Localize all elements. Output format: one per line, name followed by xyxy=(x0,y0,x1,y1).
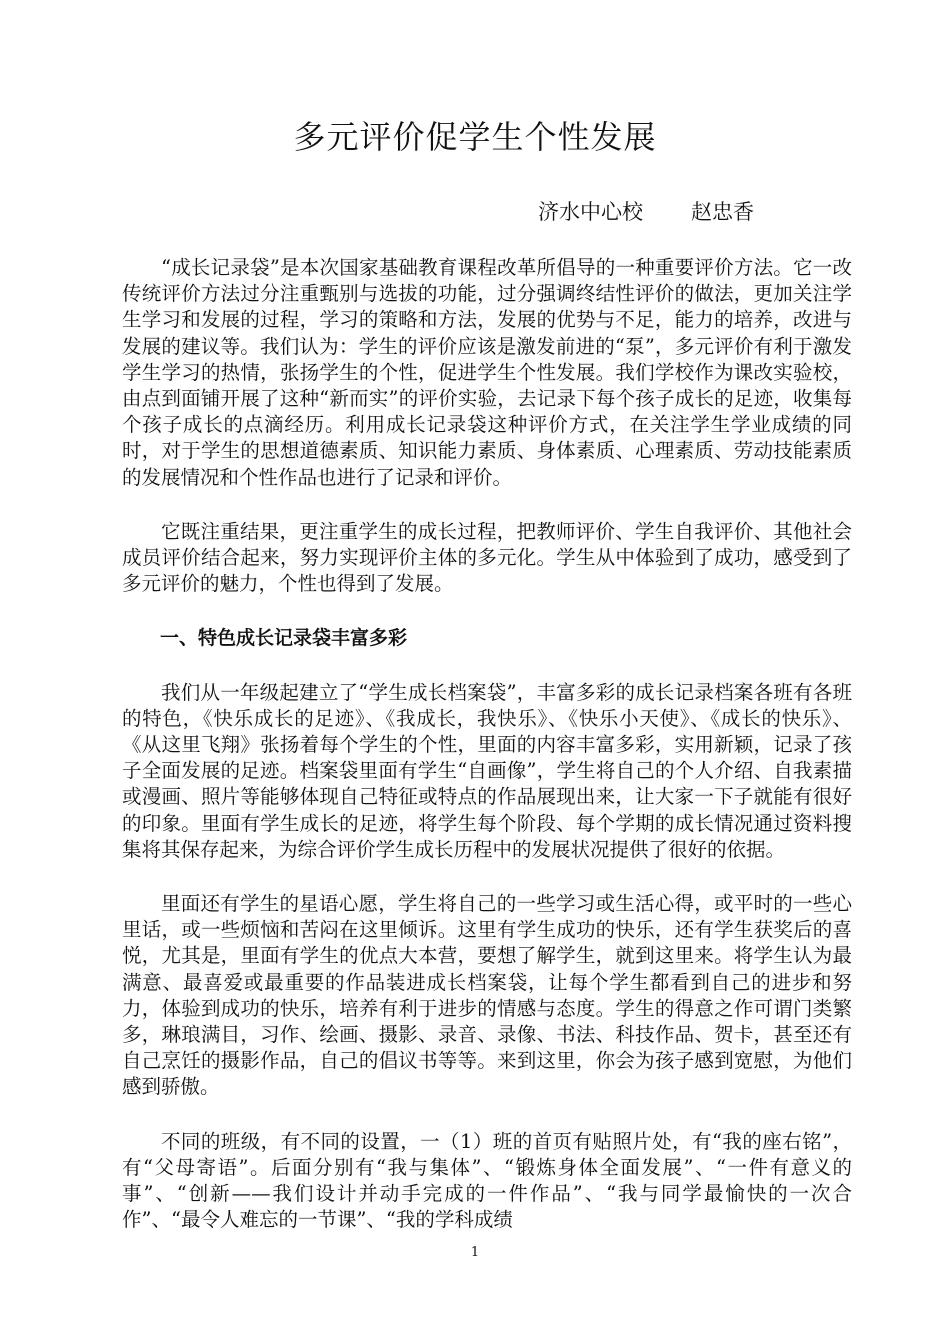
byline xyxy=(538,196,754,226)
paragraph-archive: 我们从一年级起建立了“学生成长档案袋”，丰富多彩的成长记录档案各班有各班的特色，《快乐成长的足迹》、《我成长，我快乐》、《快乐小天使》、《成长的快乐》、《从这里飞翔》张扬着每个学生的个性，里面的内容丰富多彩，实用新颖，记录了孩子全面发展的足迹。档案袋里面有学生“自画像”，学生将自己的个人介绍、自我素描或漫画、照片等能够体现自己特征或特点的作品展现出来，让大家一下子就能有很好的印象。里面有学生成长的足迹，将学生每个阶段、每个学期的成长情况通过资料搜集将其保存起来，为综合评价学生成长历程中的发展状况提供了很好的依据。 xyxy=(122,680,852,861)
document-body xyxy=(122,255,852,1262)
paragraph-classes: 不同的班级，有不同的设置，一（1）班的首页有贴照片处，有“我的座右铭”，有“父母寄语”。后面分别有“我与集体”、“锻炼身体全面发展”、“一件有意义的事”、“创新——我们设计并动手完成的一件作品”、“我与同学最愉快的一次合作”、“最令人难忘的一节课”、“我的学科成绩 xyxy=(122,1129,852,1232)
section-heading: 一、特色成长记录袋丰富多彩 xyxy=(160,627,408,650)
paragraph-intro: “成长记录袋”是本次国家基础教育课程改革所倡导的一种重要评价方法。它一改传统评价方法过分注重甄别与选拔的功能，过分强调终结性评价的做法，更加关注学生学习和发展的过程，学习的策略和方法，发展的优势与不足，能力的培养，改进与发展的建议等。我们认为：学生的评价应该是激发前进的“泵”，多元评价有利于激发学生学习的热情，张扬学生的个性，促进学生个性发展。我们学校作为课改实验校，由点到面铺开展了这种“新而实”的评价实验，去记录下每个孩子成长的足迹，收集每个孩子成长的点滴经历。利用成长记录袋这种评价方式，在关注学生学业成绩的同时，对于学生的思想道德素质、知识能力素质、身体素质、心理素质、劳动技能素质的发展情况和个性作品也进行了记录和评价。 xyxy=(122,256,852,489)
school-name: 济水中心校 xyxy=(538,200,643,224)
paragraph-wishes: 里面还有学生的星语心愿，学生将自己的一些学习或生活心得，或平时的一些心里话，或一些烦恼和苦闷在这里倾诉。这里有学生成功的快乐，还有学生获奖后的喜悦，尤其是，里面有学生的优点大本营，要想了解学生，就到这里来。将学生认为最满意、最喜爱或最重要的作品装进成长档案袋，让每个学生都看到自己的进步和努力，体验到成功的快乐，培养有利于进步的情感与态度。学生的得意之作可谓门类繁多，琳琅满目，习作、绘画、摄影、录音、录像、书法、科技作品、贺卡，甚至还有自己烹饪的摄影作品，自己的倡议书等等。来到这里，你会为孩子感到宽慰，为他们感到骄傲。 xyxy=(122,892,852,1099)
page-number: 1 xyxy=(470,1245,480,1260)
page-title: 多元评价促学生个性发展 xyxy=(293,118,657,156)
author-name: 赵忠香 xyxy=(691,200,754,224)
paragraph-summary: 它既注重结果，更注重学生的成长过程，把教师评价、学生自我评价、其他社会成员评价结合起来，努力实现评价主体的多元化。学生从中体验到了成功，感受到了多元评价的魅力，个性也得到了发展。 xyxy=(122,519,852,596)
